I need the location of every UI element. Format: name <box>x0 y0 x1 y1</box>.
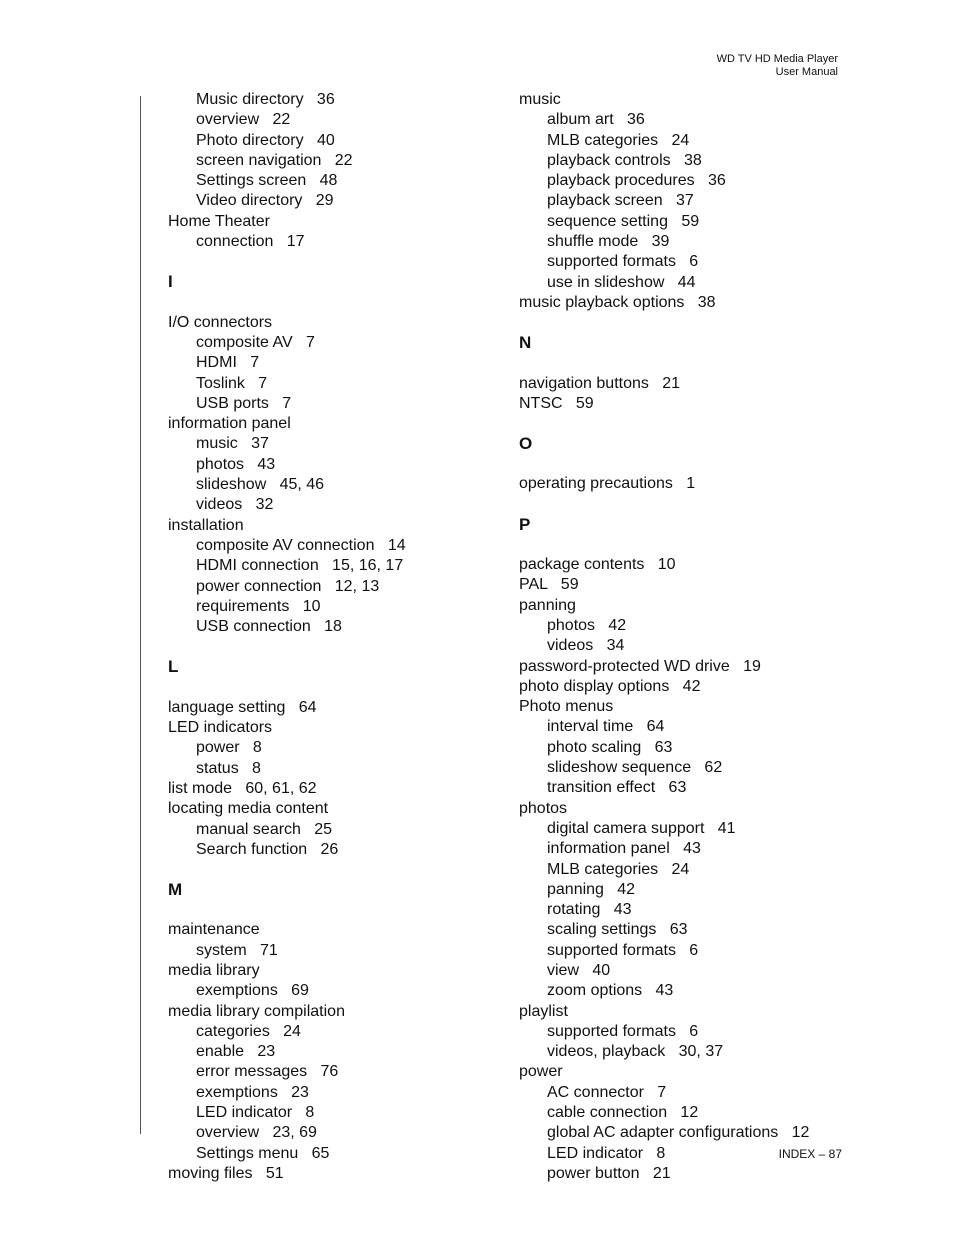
index-entry: power <box>519 1063 563 1081</box>
index-subentry: playback screen 37 <box>547 192 694 210</box>
index-subentry: photos 43 <box>196 455 276 473</box>
index-subentry: shuffle mode 39 <box>547 233 670 251</box>
index-entry: photos <box>519 799 568 817</box>
index-subentry: supported formats 6 <box>547 253 699 271</box>
index-subentry: transition effect 63 <box>547 779 687 797</box>
index-entry: moving files 51 <box>168 1164 284 1182</box>
index-subentry: Video directory 29 <box>196 192 334 210</box>
index-entry: photo display options 42 <box>519 677 701 695</box>
index-subentry: Toslink 7 <box>196 374 268 392</box>
index-subentry: Settings menu 65 <box>196 1144 330 1162</box>
index-subentry: videos 32 <box>196 496 274 514</box>
index-entry: list mode 60, 61, 62 <box>168 779 317 797</box>
index-subentry: digital camera support 41 <box>547 819 736 837</box>
page-footer: INDEX – 87 <box>778 1147 842 1161</box>
index-section-letter: L <box>168 657 179 677</box>
index-subentry: HDMI 7 <box>196 354 260 372</box>
index-entry: Photo menus <box>519 698 614 716</box>
index-subentry: album art 36 <box>547 111 645 129</box>
index-subentry: composite AV 7 <box>196 333 315 351</box>
index-section-letter: N <box>519 333 532 353</box>
index-entry: maintenance <box>168 921 260 939</box>
index-subentry: connection 17 <box>196 233 305 251</box>
index-subentry: panning 42 <box>547 880 636 898</box>
index-entry: I/O connectors <box>168 313 273 331</box>
index-entry: password-protected WD drive 19 <box>519 657 761 675</box>
index-subentry: cable connection 12 <box>547 1104 699 1122</box>
index-entry: operating precautions 1 <box>519 475 696 493</box>
index-entry: music playback options 38 <box>519 293 716 311</box>
index-entry: media library compilation <box>168 1002 345 1020</box>
running-header <box>717 53 838 79</box>
index-subentry: overview 23, 69 <box>196 1124 317 1142</box>
index-entry: music <box>519 91 561 108</box>
index-subentry: MLB categories 24 <box>547 131 690 149</box>
index-entry: panning <box>519 596 576 614</box>
index-subentry: exemptions 23 <box>196 1083 309 1101</box>
index-subentry: power 8 <box>196 739 262 757</box>
index-entry: information panel <box>168 415 291 433</box>
index-column-right <box>519 90 809 1184</box>
index-subentry: manual search 25 <box>196 820 333 838</box>
index-subentry: playback procedures 36 <box>547 172 726 190</box>
index-subentry: screen navigation 22 <box>196 151 353 169</box>
index-entry: media library <box>168 961 260 979</box>
index-subentry: LED indicator 8 <box>547 1144 666 1162</box>
index-subentry: exemptions 69 <box>196 982 309 1000</box>
header-subtitle: User Manual <box>775 66 838 78</box>
index-subentry: information panel 43 <box>547 840 701 858</box>
index-entry: language setting 64 <box>168 698 317 716</box>
index-subentry: Photo directory 40 <box>196 131 335 149</box>
index-subentry: supported formats 6 <box>547 1022 699 1040</box>
index-entry: LED indicators <box>168 719 273 737</box>
index-subentry: slideshow 45, 46 <box>196 476 325 494</box>
index-subentry: supported formats 6 <box>547 941 699 959</box>
index-subentry: MLB categories 24 <box>547 860 690 878</box>
index-subentry: categories 24 <box>196 1022 301 1040</box>
index-subentry: error messages 76 <box>196 1063 339 1081</box>
index-entry: installation <box>168 516 244 534</box>
index-subentry: sequence setting 59 <box>547 212 700 230</box>
index-subentry: AC connector 7 <box>547 1083 667 1101</box>
index-subentry: LED indicator 8 <box>196 1104 315 1122</box>
index-column-left <box>168 90 406 1184</box>
index-subentry: enable 23 <box>196 1043 276 1061</box>
index-subentry: global AC adapter configurations 12 <box>547 1124 810 1142</box>
index-entry: locating media content <box>168 800 329 818</box>
index-subentry: videos, playback 30, 37 <box>547 1043 724 1061</box>
index-subentry: zoom options 43 <box>547 982 674 1000</box>
index-entry: Home Theater <box>168 212 270 230</box>
index-subentry: Music directory 36 <box>196 91 335 108</box>
index-subentry: Search function 26 <box>196 840 339 858</box>
index-subentry: music 37 <box>196 435 269 453</box>
index-subentry: rotating 43 <box>547 901 632 919</box>
index-subentry: scaling settings 63 <box>547 921 688 939</box>
index-subentry: videos 34 <box>547 637 625 655</box>
index-subentry: requirements 10 <box>196 597 321 615</box>
index-subentry: view 40 <box>547 961 611 979</box>
header-title: WD TV HD Media Player <box>716 53 838 65</box>
index-entry: playlist <box>519 1002 568 1020</box>
index-subentry: Settings screen 48 <box>196 172 338 190</box>
index-subentry: composite AV connection 14 <box>196 536 406 554</box>
index-subentry: photo scaling 63 <box>547 738 673 756</box>
index-section-letter: M <box>168 880 183 900</box>
index-subentry: use in slideshow 44 <box>547 273 696 291</box>
index-entry: NTSC 59 <box>519 394 594 412</box>
index-subentry: system 71 <box>196 941 278 959</box>
index-entry: navigation buttons 21 <box>519 374 681 392</box>
index-subentry: status 8 <box>196 759 261 777</box>
index-subentry: photos 42 <box>547 616 627 634</box>
index-entry: PAL 59 <box>519 576 579 594</box>
index-section-letter: P <box>519 514 531 534</box>
index-subentry: USB ports 7 <box>196 394 292 412</box>
index-subentry: slideshow sequence 62 <box>547 759 723 777</box>
index-subentry: USB connection 18 <box>196 618 342 636</box>
index-section-letter: I <box>168 272 173 292</box>
index-subentry: interval time 64 <box>547 718 665 736</box>
index-section-letter: O <box>519 434 533 454</box>
index-subentry: overview 22 <box>196 111 291 129</box>
index-entry: package contents 10 <box>519 556 676 574</box>
index-subentry: power button 21 <box>547 1164 671 1182</box>
index-subentry: power connection 12, 13 <box>196 577 380 595</box>
margin-rule <box>140 96 141 1134</box>
index-subentry: playback controls 38 <box>547 151 702 169</box>
index-subentry: HDMI connection 15, 16, 17 <box>196 557 404 575</box>
